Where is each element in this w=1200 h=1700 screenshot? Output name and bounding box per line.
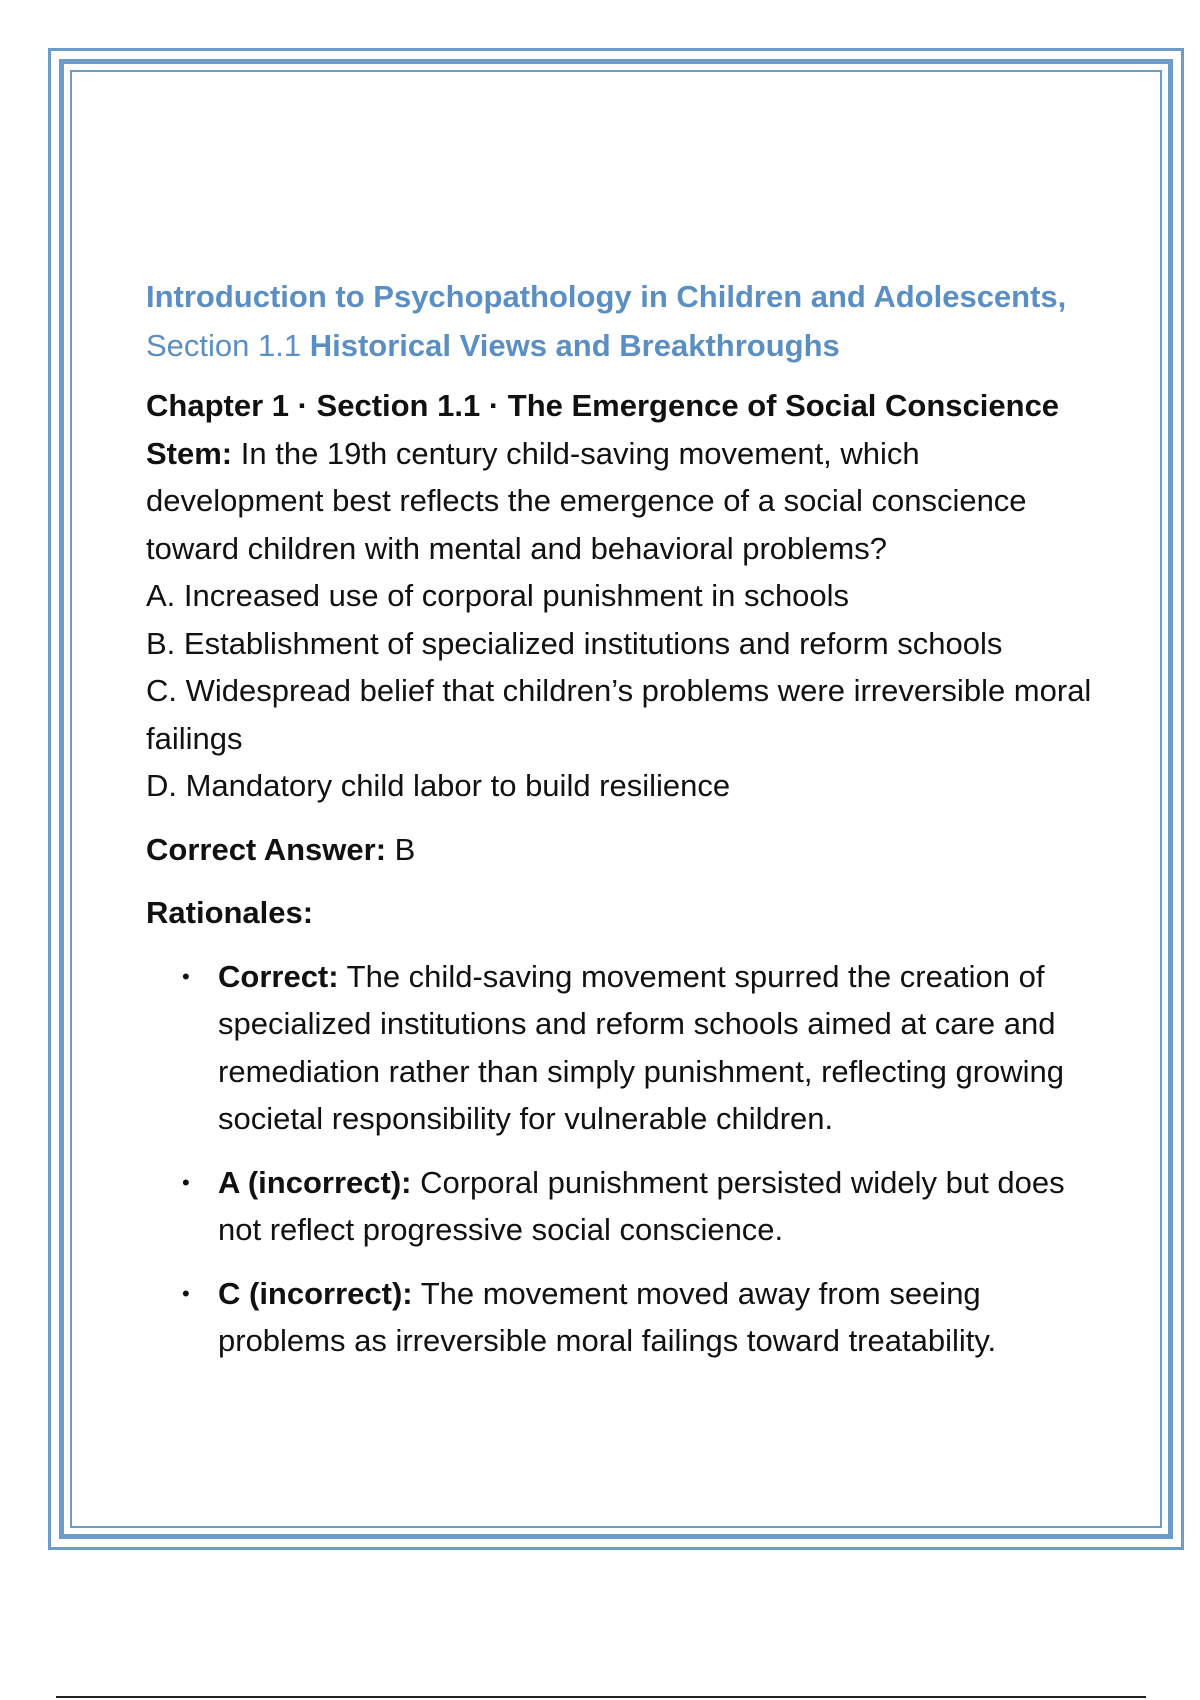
footer-divider <box>56 1696 1146 1698</box>
question-stem <box>146 430 1096 573</box>
document-content <box>146 272 1096 1381</box>
answer-label: Correct Answer: <box>146 831 387 867</box>
rationale-label: C (incorrect): <box>218 1275 413 1311</box>
bullet-icon: • <box>182 1280 190 1306</box>
question-block <box>146 382 1096 810</box>
heading-section-prefix: Section 1.1 <box>146 328 302 363</box>
rationale-item <box>146 1270 1096 1365</box>
rationale-text: The child-saving movement spurred the creation of specialized institutions and reform schools aimed at care and remediation rather than simply punishment, reflecting growing societal responsibility for vulnerable children. <box>218 958 1065 1136</box>
rationale-item <box>146 1159 1096 1254</box>
rationale-label: Correct: <box>218 958 339 994</box>
heading-section-title: Historical Views and Breakthroughs <box>309 328 840 363</box>
section-heading <box>146 272 1096 370</box>
option-c: C. Widespread belief that children’s problems were irreversible moral failings <box>146 673 1092 756</box>
option-b: B. Establishment of specialized institutions and reform schools <box>146 625 1003 661</box>
rationales-title: Rationales: <box>146 895 314 930</box>
correct-answer <box>146 826 1096 874</box>
bullet-icon: • <box>182 1169 190 1195</box>
rationales-list <box>146 953 1096 1365</box>
rationale-label: A (incorrect): <box>218 1164 412 1200</box>
chapter-line: Chapter 1 · Section 1.1 · The Emergence of Social Conscience <box>146 388 1060 423</box>
bullet-icon: • <box>182 963 190 989</box>
stem-text: In the 19th century child-saving movement, which development best reflects the emergence of a social conscience toward children with mental and behavioral problems? <box>146 435 1027 566</box>
rationale-text: The movement moved away from seeing problems as irreversible moral failings toward treatability. <box>218 1275 997 1358</box>
stem-label: Stem: <box>146 435 233 471</box>
rationale-text: Corporal punishment persisted widely but does not reflect progressive social conscience. <box>218 1164 1065 1247</box>
option-a: A. Increased use of corporal punishment in schools <box>146 578 850 613</box>
rationale-item <box>146 953 1096 1143</box>
option-d: D. Mandatory child labor to build resilience <box>146 768 731 803</box>
answer-value: B <box>394 831 416 867</box>
heading-title: Introduction to Psychopathology in Children and Adolescents, <box>146 279 1067 314</box>
